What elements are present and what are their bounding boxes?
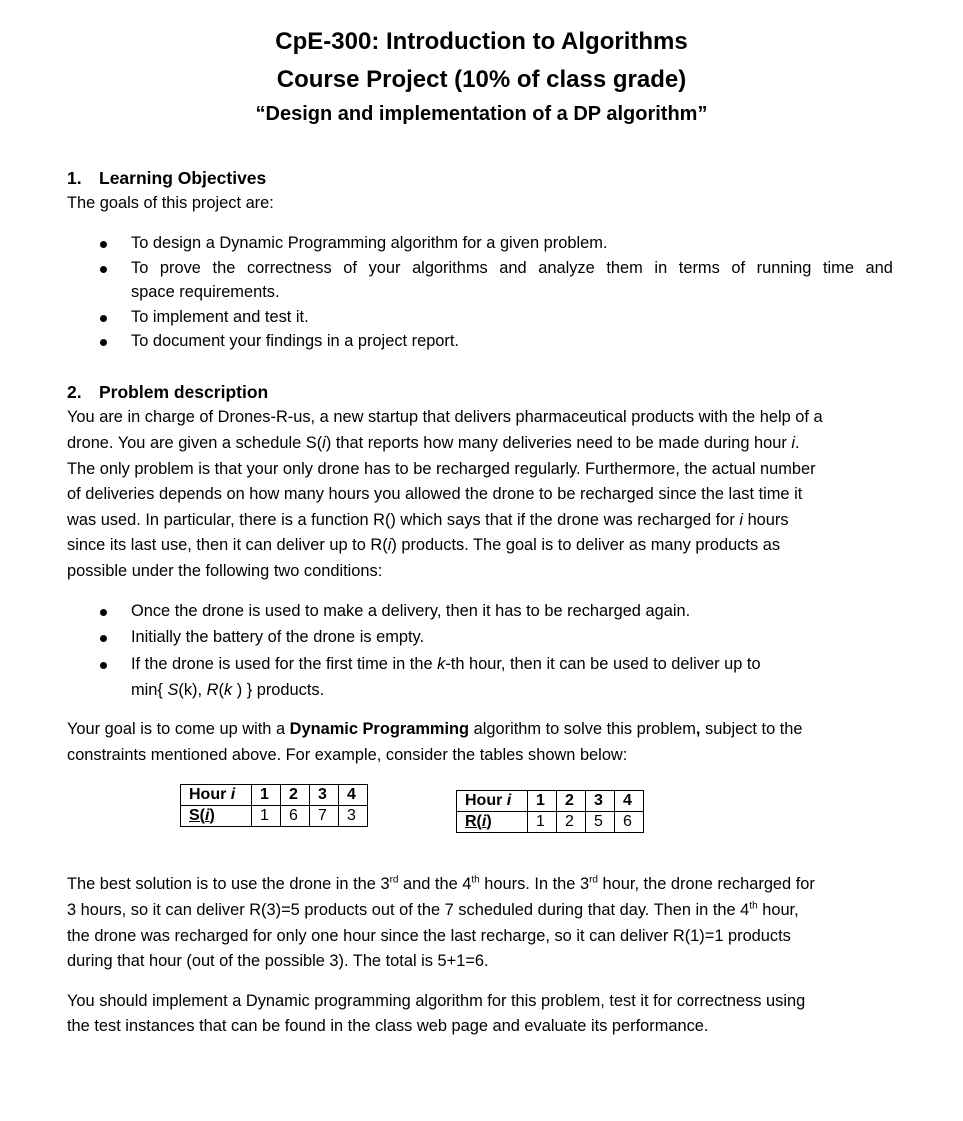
objective-item-4: To document your findings in a project report. — [131, 332, 459, 350]
section-2-title: Problem description — [99, 382, 269, 402]
problem-paragraph-line-3: The only problem is that your only drone has to be recharged regularly. Furthermore, the actual number — [67, 460, 816, 478]
closing-line-1: You should implement a Dynamic programming algorithm for this problem, test it for correctness using — [67, 992, 806, 1010]
section-2-number: 2. — [67, 382, 82, 402]
goal-line-2: constraints mentioned above. For example, consider the tables shown below: — [67, 746, 628, 764]
recharge-value-cell: 5 — [586, 812, 615, 833]
project-subtitle: “Design and implementation of a DP algorithm” — [255, 103, 708, 125]
recharge-value-cell: 6 — [615, 812, 644, 833]
schedule-hour-cell: 1 — [252, 785, 281, 806]
schedule-value-cell: 7 — [310, 806, 339, 827]
project-title: Course Project (10% of class grade) — [276, 66, 687, 93]
bullet-dot — [100, 266, 107, 273]
objective-item-2 — [131, 259, 893, 302]
condition-item-2: Initially the battery of the drone is empty. — [131, 628, 425, 646]
solution-line-4: during that hour (out of the possible 3). The total is 5+1=6. — [67, 952, 489, 970]
recharge-hour-cell: 4 — [615, 791, 644, 812]
recharge-value-cell: 2 — [557, 812, 586, 833]
recharge-table-value-row — [457, 812, 644, 833]
problem-paragraph-line-5: was used. In particular, there is a function R() which says that if the drone was recharged for i hours — [67, 511, 789, 529]
bullet-dot — [100, 635, 107, 642]
section-1-title: Learning Objectives — [99, 168, 267, 188]
recharge-hour-cell: 3 — [586, 791, 615, 812]
recharge-table — [456, 790, 644, 833]
recharge-hour-label: Hour i — [457, 791, 528, 812]
recharge-row-label: R(i) — [457, 812, 528, 833]
solution-line-2: 3 hours, so it can deliver R(3)=5 products out of the 7 scheduled during that day. Then in the 4th hour, — [67, 900, 799, 919]
problem-paragraph-line-4: of deliveries depends on how many hours you allowed the drone to be recharged since the last time it — [67, 485, 803, 503]
schedule-table-header-row — [181, 785, 368, 806]
schedule-value-cell: 3 — [339, 806, 368, 827]
bullet-dot — [100, 241, 107, 248]
course-title: CpE-300: Introduction to Algorithms — [275, 28, 688, 55]
schedule-hour-cell: 4 — [339, 785, 368, 806]
schedule-hour-cell: 3 — [310, 785, 339, 806]
problem-paragraph-line-1: You are in charge of Drones-R-us, a new startup that delivers pharmaceutical products with the help of a — [67, 408, 823, 426]
recharge-table-header-row — [457, 791, 644, 812]
solution-line-3: the drone was recharged for only one hour since the last recharge, so it can deliver R(1)=1 products — [67, 927, 791, 945]
bullet-dot — [100, 609, 107, 616]
goal-line-1: Your goal is to come up with a Dynamic Programming algorithm to solve this problem, subject to the — [67, 720, 803, 738]
bullet-dot — [100, 315, 107, 322]
condition-item-3: If the drone is used for the first time in the k-th hour, then it can be used to deliver up to — [131, 655, 761, 673]
problem-paragraph-line-2: drone. You are given a schedule S(i) that reports how many deliveries need to be made during hour i. — [67, 434, 800, 452]
bullet-dot — [100, 339, 107, 346]
bullet-dot — [100, 662, 107, 669]
recharge-hour-cell: 2 — [557, 791, 586, 812]
recharge-value-cell: 1 — [528, 812, 557, 833]
problem-paragraph-line-6: since its last use, then it can deliver up to R(i) products. The goal is to deliver as many products as — [67, 536, 781, 554]
objective-item-2-line-2: space requirements. — [131, 283, 280, 301]
section-2-heading — [67, 382, 268, 403]
objective-item-1: To design a Dynamic Programming algorithm for a given problem. — [131, 234, 608, 252]
section-1-number: 1. — [67, 168, 82, 188]
objective-item-2-line-1: To prove the correctness of your algorithms and analyze them in terms of running time and — [131, 259, 893, 277]
schedule-hour-cell: 2 — [281, 785, 310, 806]
objective-item-3: To implement and test it. — [131, 308, 309, 326]
section-1-heading — [67, 168, 266, 189]
schedule-value-cell: 6 — [281, 806, 310, 827]
recharge-hour-cell: 1 — [528, 791, 557, 812]
condition-item-3-cont: min{ S(k), R(k ) } products. — [131, 681, 325, 699]
closing-line-2: the test instances that can be found in the class web page and evaluate its performance. — [67, 1017, 709, 1035]
schedule-value-cell: 1 — [252, 806, 281, 827]
schedule-table — [180, 784, 368, 827]
problem-paragraph-line-7: possible under the following two conditions: — [67, 562, 383, 580]
solution-line-1: The best solution is to use the drone in the 3rd and the 4th hours. In the 3rd hour, the drone recharged for — [67, 874, 815, 893]
schedule-hour-label: Hour i — [181, 785, 252, 806]
condition-item-1: Once the drone is used to make a delivery, then it has to be recharged again. — [131, 602, 691, 620]
section-1-intro: The goals of this project are: — [67, 194, 274, 212]
schedule-row-label: S(i) — [181, 806, 252, 827]
schedule-table-value-row — [181, 806, 368, 827]
